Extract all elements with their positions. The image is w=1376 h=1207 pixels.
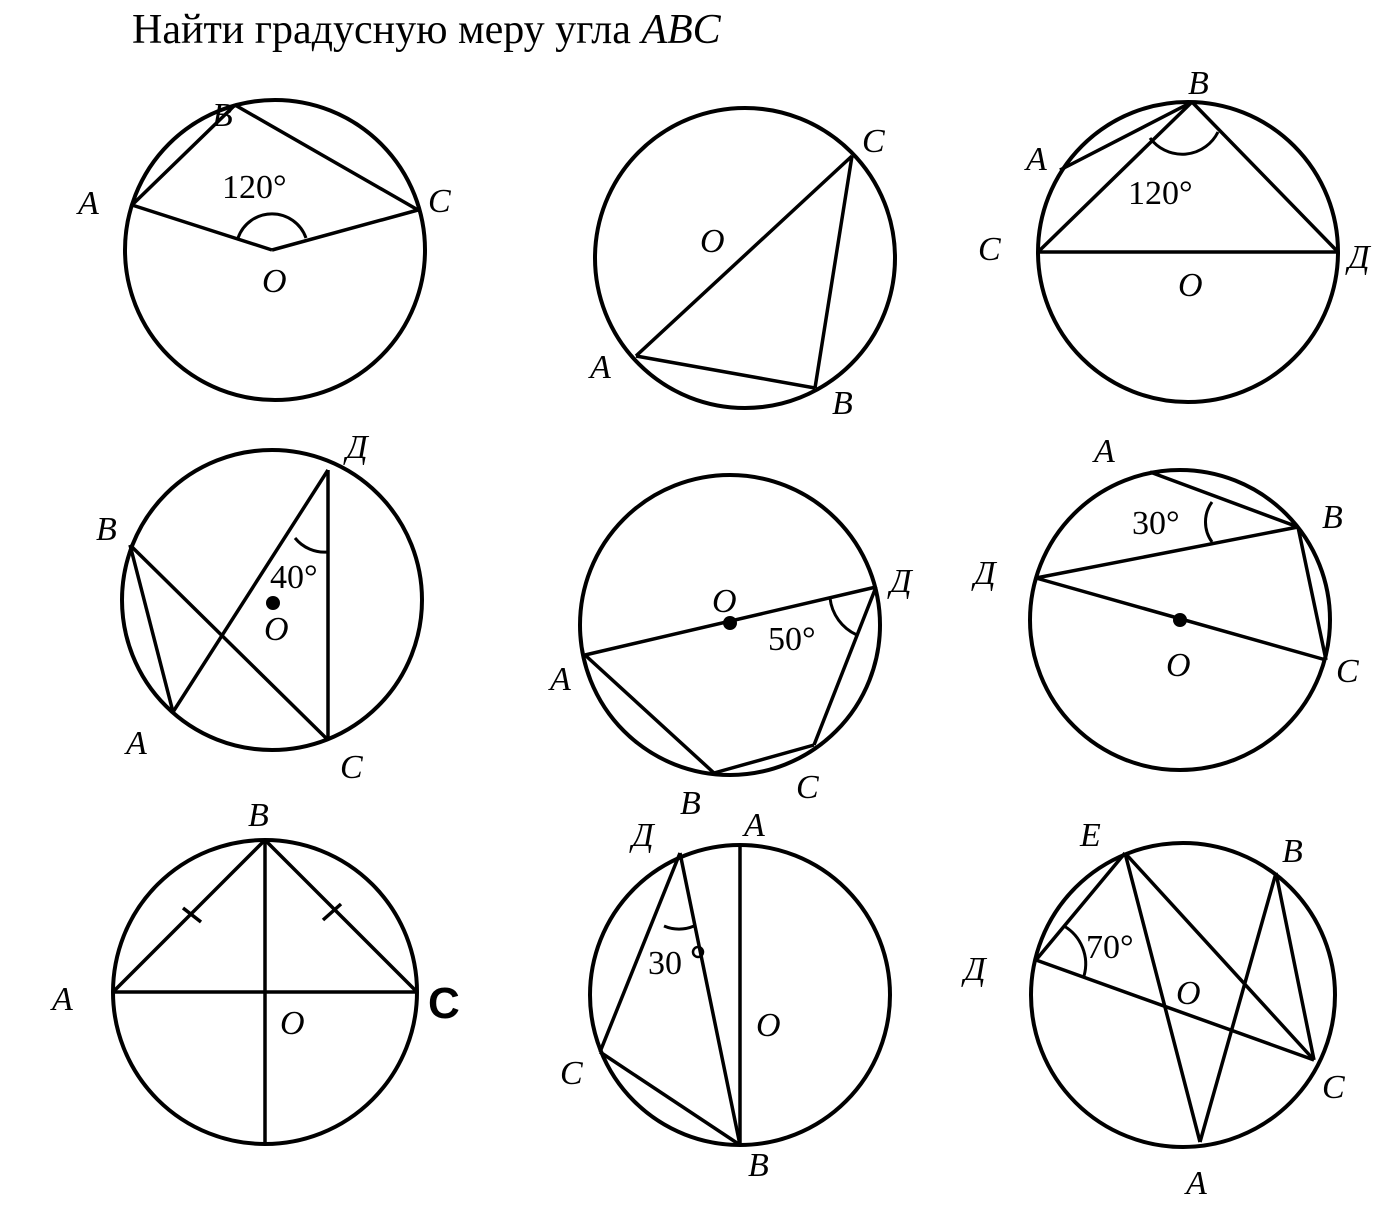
fig8-angle-arc [664, 926, 694, 929]
fig7-label-c: C [428, 979, 460, 1028]
fig9-label-c: C [1322, 1069, 1345, 1106]
fig2-label-c: C [862, 123, 885, 160]
fig1-radius-oa [132, 205, 272, 250]
fig3-label-d: Д [1348, 239, 1370, 276]
fig1-angle-arc [238, 214, 306, 238]
fig2-label-b: B [832, 385, 853, 422]
fig6-label-o: O [1166, 647, 1191, 684]
fig5-label-b: B [680, 785, 701, 822]
fig2-label-a: A [590, 349, 611, 386]
fig4-label-d: Д [346, 429, 368, 466]
fig3-label-b: B [1188, 65, 1209, 102]
fig9-label-b: B [1282, 833, 1303, 870]
fig8-angle-value: 30 [648, 945, 682, 982]
fig7-chord-bc [265, 840, 417, 992]
figure-2 [588, 108, 895, 422]
fig4-label-c: C [340, 749, 363, 786]
figure-9 [961, 817, 1345, 1202]
figure-7 [50, 797, 460, 1144]
fig9-angle-value: 70° [1086, 929, 1134, 966]
fig5-label-o: O [712, 583, 737, 620]
title-angle-name: ABC [641, 7, 721, 53]
fig5-angle-value: 50° [768, 621, 816, 658]
fig2-chord-cb [815, 156, 852, 388]
fig6-angle-arc [1205, 502, 1212, 542]
fig6-center-dot [1173, 613, 1187, 627]
fig5-angle-arc [830, 598, 857, 635]
fig3-label-o: O [1178, 267, 1203, 304]
fig9-angle-arc [1064, 926, 1086, 976]
fig6-label-a: A [1094, 433, 1115, 470]
fig3-label-c: C [978, 231, 1001, 268]
fig3-angle-value: 120° [1128, 175, 1193, 212]
fig7-label-a: A [52, 981, 73, 1018]
fig1-label-c: C [428, 183, 451, 220]
fig4-center-dot [266, 596, 280, 610]
fig8-chord-db [680, 853, 740, 1145]
fig2-diameter-ac [636, 156, 852, 356]
fig5-chord-ab [585, 655, 714, 773]
fig1-radius-oc [272, 210, 418, 250]
fig4-label-b: B [96, 511, 117, 548]
figure-3 [978, 65, 1372, 402]
fig5-label-c: C [796, 769, 819, 806]
fig9-label-o: O [1176, 975, 1201, 1012]
fig1-label-b: B [212, 97, 233, 134]
fig2-circle [595, 108, 895, 408]
fig3-label-a: A [1026, 141, 1047, 178]
fig2-label-o: O [700, 223, 725, 260]
fig4-label-o: O [264, 611, 289, 648]
fig8-chord-cb [600, 1052, 740, 1145]
fig8-label-a: A [744, 807, 765, 844]
fig9-label-d: Д [964, 951, 986, 988]
figure-1 [76, 97, 451, 400]
fig1-label-a: A [78, 185, 99, 222]
fig6-label-c: C [1336, 653, 1359, 690]
fig5-label-a: A [550, 661, 571, 698]
fig7-chord-ab [113, 840, 265, 992]
fig4-angle-value: 40° [270, 559, 318, 596]
fig6-label-d: Д [974, 555, 996, 592]
fig9-chord-bc [1276, 873, 1314, 1060]
fig7-label-b: B [248, 797, 269, 834]
fig4-label-a: A [126, 725, 147, 762]
title-text: Найти градусную меру угла [132, 7, 642, 53]
fig6-angle-value: 30° [1132, 505, 1180, 542]
figure-4 [96, 429, 422, 786]
fig9-label-a: A [1186, 1165, 1207, 1202]
fig3-chord-ab [1060, 102, 1192, 170]
figure-6 [971, 433, 1359, 770]
fig1-angle-value: 120° [222, 169, 287, 206]
fig5-label-d: Д [890, 563, 912, 600]
fig8-label-d: Д [632, 817, 654, 854]
fig9-label-e: E [1080, 817, 1101, 854]
fig6-label-b: B [1322, 499, 1343, 536]
fig4-angle-arc [295, 538, 328, 552]
figure-5 [548, 475, 914, 822]
fig1-label-o: O [262, 263, 287, 300]
fig8-label-c: C [560, 1055, 583, 1092]
fig8-label-o: O [756, 1007, 781, 1044]
fig7-label-o: O [280, 1005, 305, 1042]
fig8-label-b: B [748, 1147, 769, 1184]
figure-8 [560, 807, 890, 1184]
